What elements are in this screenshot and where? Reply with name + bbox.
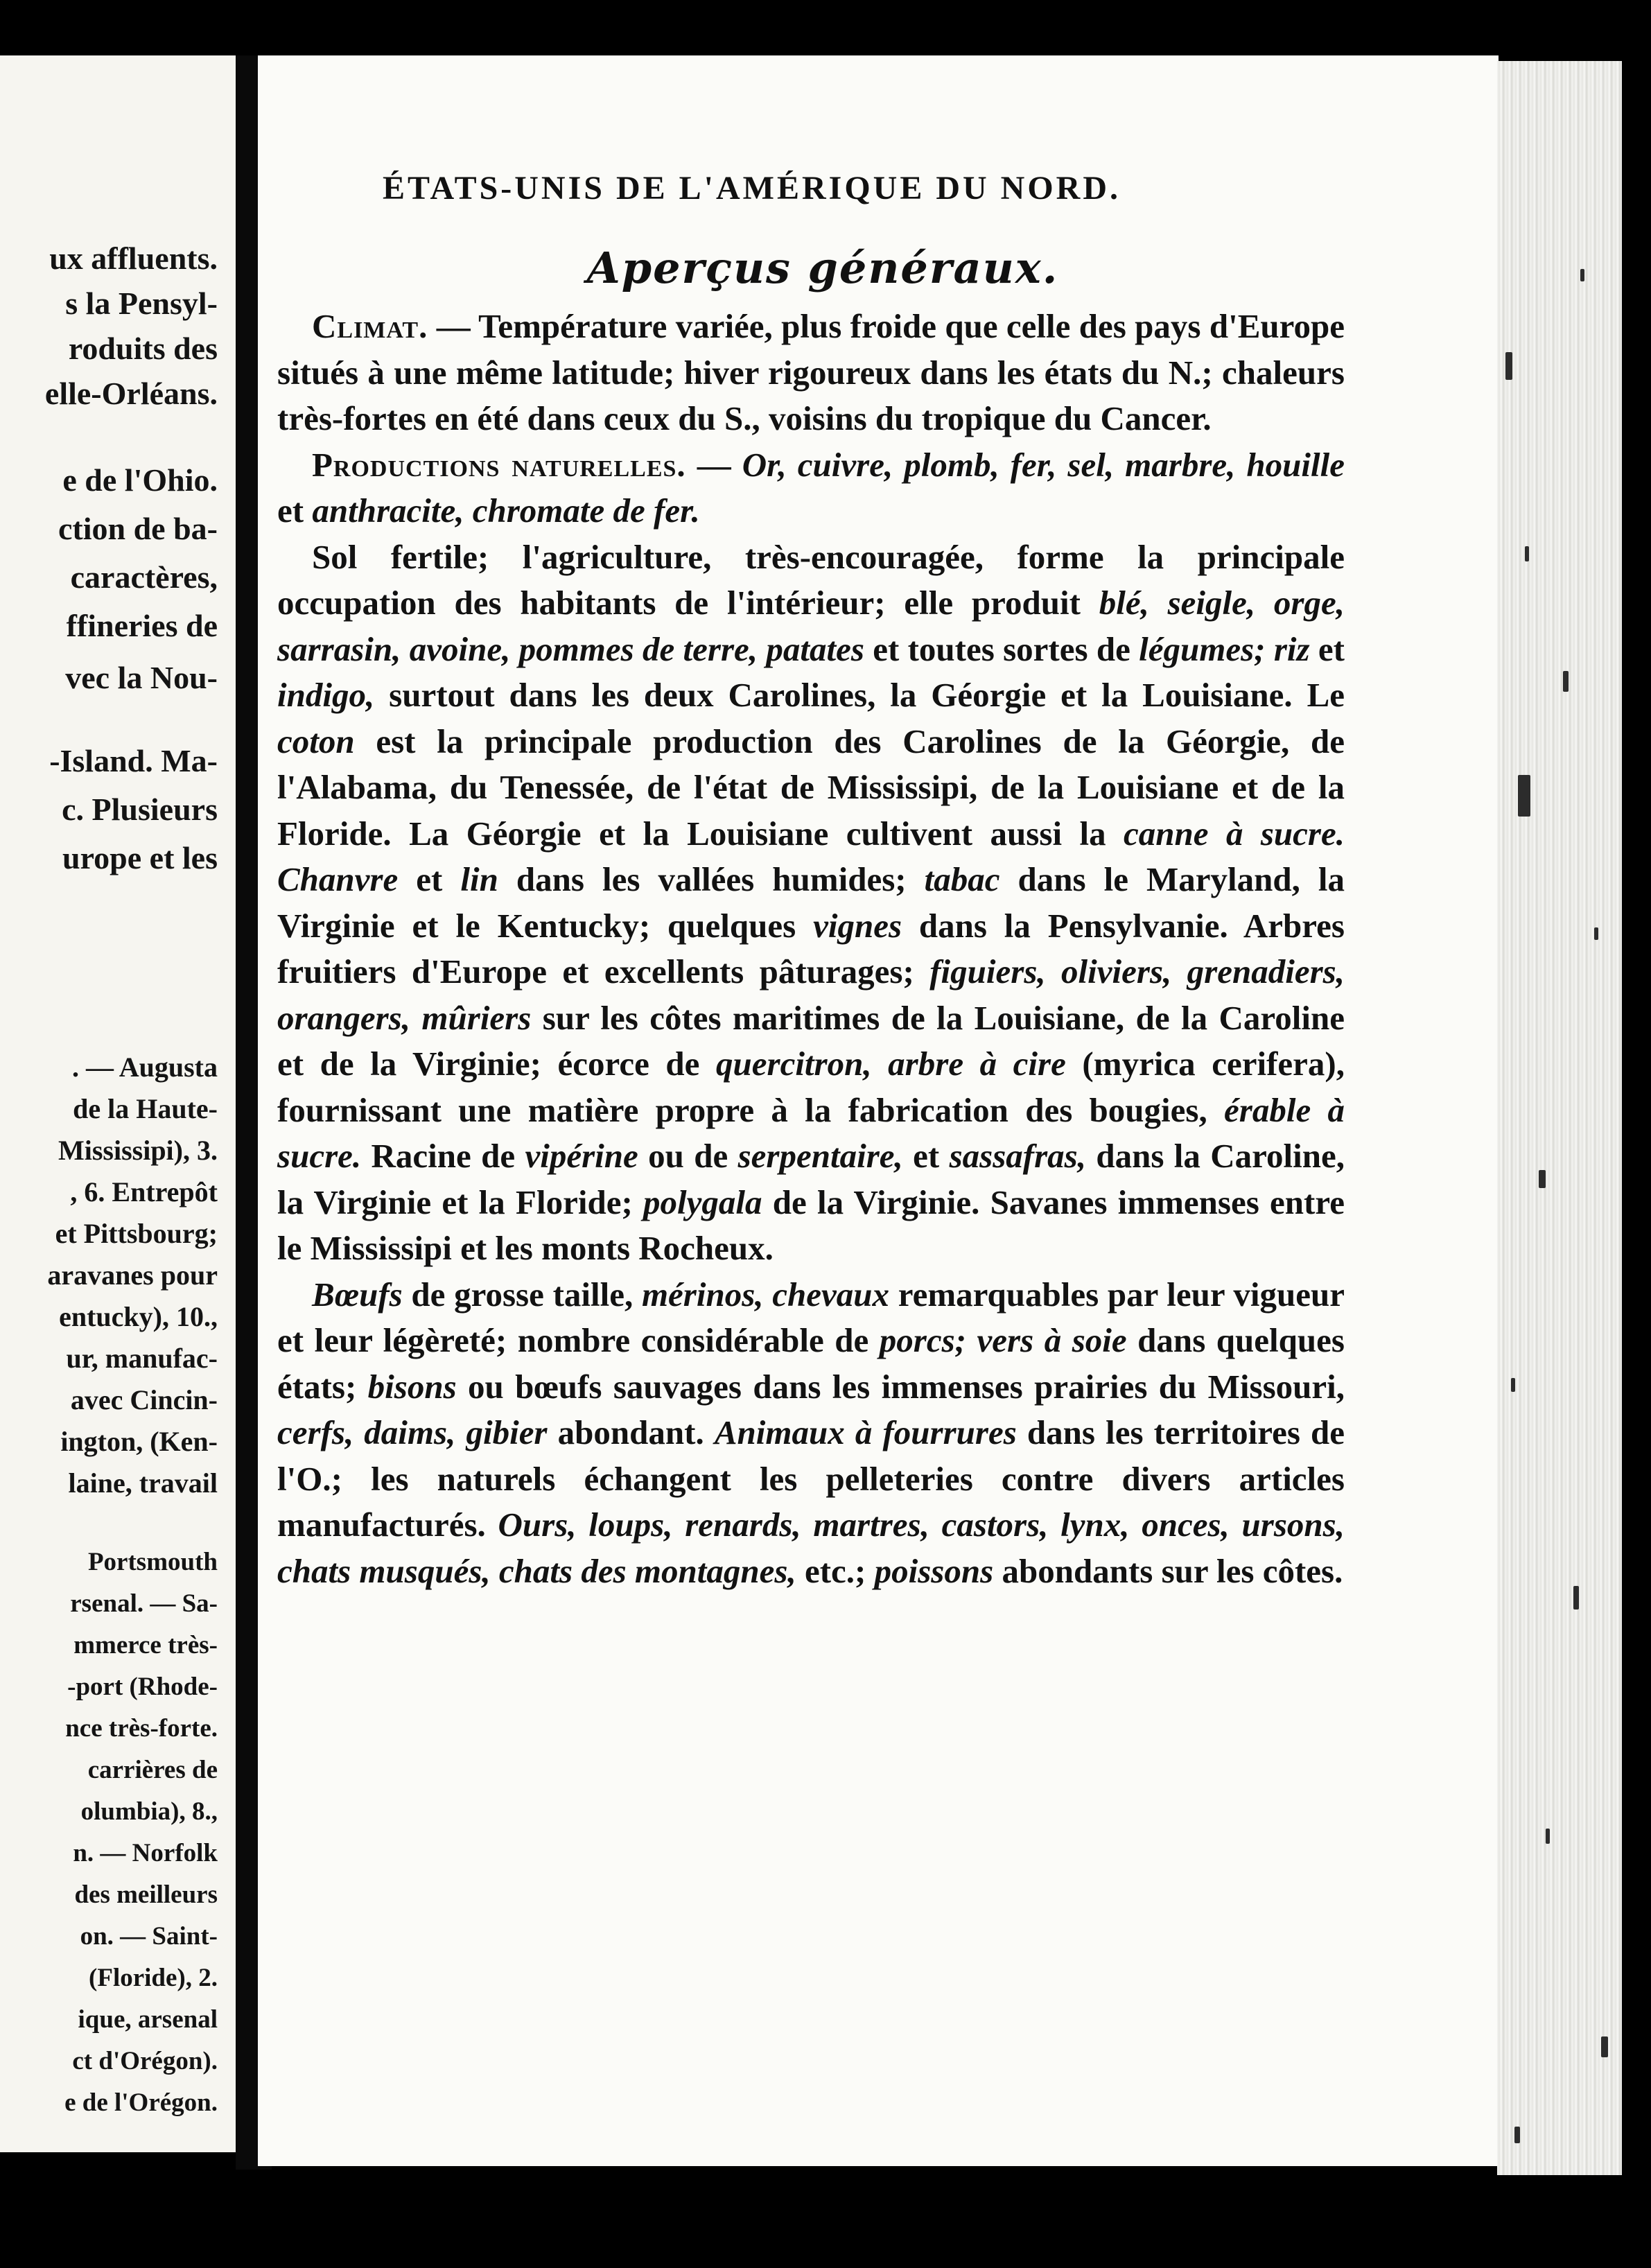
boeufs-cerfs: cerfs, daims, gibier [277, 1413, 548, 1451]
productions-metals: Or, cuivre, plomb, fer, sel, marbre, houille [742, 445, 1345, 484]
sol-sassafras: sassafras, [949, 1137, 1086, 1175]
boeufs-text-8: abondants sur les côtes. [993, 1551, 1343, 1590]
edge-speck [1546, 1829, 1550, 1844]
sol-canne: canne à sucre. Chanvre [277, 814, 1345, 898]
page-body [277, 304, 1345, 1594]
sol-text-10: sur les côtes maritimes de la Louisiane, de la Caroline et de la Virginie; écorce de [277, 998, 1345, 1083]
page-edge-stack [1497, 61, 1622, 2175]
paragraph-climat [277, 304, 1345, 442]
sol-text-12: Racine de [361, 1137, 525, 1175]
sol-lin: lin [460, 860, 498, 898]
productions-label: Productions naturelles. [312, 445, 686, 484]
left-page-line: e de l'Ohio. [62, 462, 218, 498]
left-page-line: ington, (Ken- [60, 1426, 218, 1457]
left-page-line: caractères, [70, 559, 218, 595]
left-page-line: , 6. Entrepôt [70, 1176, 218, 1207]
left-page-line: e de l'Orégon. [64, 2088, 218, 2117]
sol-quercitron: quercitron, arbre à cire [716, 1045, 1066, 1083]
edge-speck [1518, 775, 1530, 817]
sol-erable: érable à sucre. [277, 1090, 1345, 1175]
climat-label: Climat. [312, 307, 428, 345]
left-page-line: entucky), 10., [59, 1301, 218, 1332]
boeufs-text-5: abondant. [547, 1413, 715, 1451]
boeufs-text-3: dans quelques états; [277, 1321, 1345, 1406]
left-page-line: avec Cincin- [70, 1384, 218, 1415]
sol-serpentaire: serpentaire, [737, 1137, 903, 1175]
boeufs-text-4: ou bœufs sauvages dans les immenses prairies du Missouri, [456, 1367, 1345, 1406]
sol-text-7: dans les vallées humides; [498, 860, 925, 898]
left-page-line: carrières de [87, 1756, 218, 1784]
sol-text-2: et toutes sortes de [864, 629, 1139, 668]
left-page-line: -Island. Ma- [49, 743, 218, 778]
left-page-line: ur, manufac- [66, 1343, 218, 1374]
edge-speck [1601, 2036, 1608, 2057]
productions-dash: — [685, 445, 742, 484]
edge-speck [1511, 1378, 1515, 1392]
section-title: Aperçus généraux. [586, 243, 1059, 293]
boeufs-text-7: etc.; [796, 1551, 875, 1590]
edge-speck [1505, 352, 1512, 380]
paragraph-sol [277, 534, 1345, 1272]
sol-text-1: Sol fertile; l'agriculture, très-encouragée, forme la principale occupation des habitants de l'intérieur; elle produit [277, 537, 1345, 622]
sol-vignes: vignes [813, 906, 902, 945]
boeufs-text-1: de grosse taille, [402, 1275, 642, 1314]
left-page-line: on. — Saint- [80, 1922, 218, 1951]
sol-polygala: polygala [643, 1183, 762, 1221]
left-page-line: Portsmouth [87, 1548, 218, 1576]
sol-indigo: indigo, [277, 676, 375, 714]
edge-speck [1514, 2127, 1520, 2143]
left-page-line: ffineries de [66, 608, 218, 643]
climat-text: — Température variée, plus froide que celle des pays d'Europe situés à une même latitude; hiver rigoureux dans les états du N.; chaleurs très-fortes en été dans ceux du S., voisins du tropique du Cancer. [277, 307, 1345, 437]
paragraph-boeufs [277, 1272, 1345, 1595]
left-page-line: rsenal. — Sa- [70, 1589, 218, 1618]
left-page-line: urope et les [62, 840, 218, 875]
sol-text-5: est la principale production des Carolines de la Géorgie, de l'Alabama, du Tenessée, de l'état de Mississipi, de la Louisiane et de la Floride. La Géorgie et la Louisiane cultivent aussi la [277, 722, 1345, 853]
left-page-line: vec la Nou- [65, 660, 218, 695]
productions-minerals: anthracite, chromate de fer. [312, 491, 700, 530]
boeufs-word: Bœufs [312, 1275, 403, 1314]
sol-text-3: et [1309, 629, 1345, 668]
left-page-line: mmerce très- [73, 1631, 218, 1659]
boeufs-porcs: porcs; vers à soie [879, 1321, 1127, 1359]
sol-text-9: dans la Pensylvanie. Arbres fruitiers d'Europe et excellents pâturages; [277, 906, 1345, 991]
left-page-line: n. — Norfolk [73, 1839, 218, 1867]
left-page-line: ique, arsenal [78, 2005, 218, 2034]
paragraph-productions [277, 442, 1345, 534]
left-page-line: des meilleurs [74, 1881, 218, 1909]
sol-text-8: dans le Maryland, la Virginie et le Kentucky; quelques [277, 860, 1345, 945]
left-page-line: roduits des [68, 331, 218, 366]
left-page-line: . — Augusta [71, 1052, 218, 1083]
left-page-line: c. Plusieurs [62, 792, 218, 827]
boeufs-animaux: Ours, loups, renards, martres, castors, lynx, onces, ursons, chats musqués, chats des montagnes, [277, 1506, 1345, 1590]
sol-text-4: surtout dans les deux Carolines, la Géorgie et la Louisiane. Le [374, 676, 1345, 714]
sol-text-13: ou de [638, 1137, 738, 1175]
left-page-line: Mississipi), 3. [58, 1135, 218, 1166]
productions-and: et [277, 491, 313, 530]
edge-speck [1580, 269, 1584, 281]
left-page-line: nce très-forte. [65, 1714, 218, 1743]
sol-text-6: et [398, 860, 461, 898]
left-page-line: -port (Rhode- [67, 1673, 218, 1701]
boeufs-bisons: bisons [367, 1367, 457, 1406]
boeufs-text-6: dans les territoires de l'O.; les naturels échangent les pelleteries contre divers articles manufacturés. [277, 1413, 1345, 1544]
edge-speck [1563, 671, 1569, 692]
sol-tabac: tabac [924, 860, 1000, 898]
left-page-line: laine, travail [68, 1467, 218, 1499]
sol-fruits: figuiers, oliviers, grenadiers, orangers, mûriers [277, 952, 1345, 1037]
page-header [383, 159, 1575, 215]
left-page-line: et Pittsbourg; [55, 1218, 218, 1249]
edge-speck [1573, 1586, 1579, 1610]
boeufs-fourrures: Animaux à fourrures [714, 1413, 1017, 1451]
left-page-line: ction de ba- [58, 511, 218, 546]
sol-coton: coton [277, 722, 355, 760]
left-page [0, 55, 236, 2152]
left-page-line: (Floride), 2. [89, 1964, 218, 1992]
sol-text-14: et [902, 1137, 950, 1175]
left-page-line: aravanes pour [47, 1259, 218, 1291]
boeufs-poissons: poissons [874, 1551, 994, 1590]
left-page-line: de la Haute- [73, 1093, 218, 1124]
sol-legumes: légumes; riz [1139, 629, 1310, 668]
left-page-line: olumbia), 8., [80, 1797, 218, 1826]
edge-speck [1594, 927, 1598, 940]
sol-text-11: (myrica cerifera), fournissant une matière propre à la fabrication des bougies, [277, 1045, 1345, 1129]
edge-speck [1525, 546, 1529, 561]
left-page-line: ux affluents. [49, 241, 218, 276]
sol-viperine: vipérine [525, 1137, 638, 1175]
left-page-line: elle-Orléans. [44, 376, 218, 411]
left-page-line: s la Pensyl- [65, 286, 218, 321]
left-page-line: ct d'Orégon). [72, 2047, 218, 2075]
sol-text-16: de la Virginie. Savanes immenses entre le Mississipi et les monts Rocheux. [277, 1183, 1345, 1267]
boeufs-merinos: mérinos, chevaux [641, 1275, 890, 1314]
boeufs-text-2: remarquables par leur vigueur et leur légèreté; nombre considérable de [277, 1275, 1345, 1359]
sol-text-15: dans la Caroline, la Virginie et la Floride; [277, 1137, 1345, 1221]
right-page [258, 55, 1499, 2166]
edge-speck [1539, 1170, 1546, 1188]
sol-crops: blé, seigle, orge, sarrasin, avoine, pommes de terre, patates [277, 584, 1345, 668]
running-head: ÉTATS-UNIS DE L'AMÉRIQUE DU NORD. [383, 170, 1121, 207]
